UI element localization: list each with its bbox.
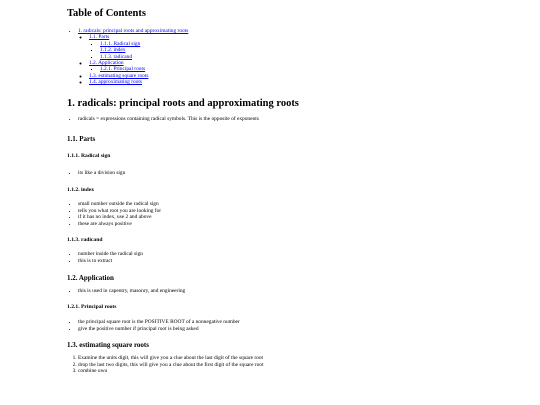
section-title-application: 1.2. Application [67,273,114,282]
radicand-list [67,251,473,264]
toc-item [89,60,473,73]
section-title-radicand: 1.1.3. radicand [67,237,103,244]
toc-link-estimating-square-roots[interactable]: 1.3. estimating square roots [89,72,149,79]
section-title-principal-roots: 1.2.1. Principal roots [67,304,117,311]
toc-sublist [78,34,473,85]
estimating-steps-list [67,355,473,374]
list-item: 2. drop the last two digits, this will give you a clue about the first digit of the square root [78,362,473,368]
toc-sublist [89,41,473,60]
list-item: • number inside the radical sign [78,251,473,257]
toc-link-principal-roots[interactable]: 1.2.1. Principal roots [100,66,146,73]
toc-title: Table of Contents [67,8,146,19]
list-item: 3. combine uwu [78,368,473,374]
section-title-radical-sign: 1.1.1. Radical sign [67,153,111,160]
index-list [67,201,473,227]
toc-link-radical-sign[interactable]: 1.1.1. Radical sign [100,40,141,47]
section-radicals-list [67,116,473,122]
toc-link-approximating-roots[interactable]: 1.4. approximating roots [89,79,143,86]
section-title-radicals: 1. radicals: principal roots and approximating roots [67,97,299,109]
toc-link-radicand[interactable]: 1.1.3. radicand [100,53,133,60]
list-item: • this is used in capentry, masonry, and engineering [78,288,473,294]
list-item: • this is to extract [78,258,473,264]
list-item: • if it has no index, use 2 and above [78,214,473,220]
toc-link-radicals[interactable]: 1. radicals: principal roots and approximating roots [78,28,189,34]
toc-link-application[interactable]: 1.2. Application [89,60,124,67]
list-item: • the principal square root is the POSITIVE ROOT of a nonnegative number [78,319,473,325]
section-title-parts: 1.1. Parts [67,135,96,144]
application-list [67,288,473,294]
section-title-estimating-square-roots: 1.3. estimating square roots [67,341,149,350]
list-item: • small number outside the radical sign [78,201,473,207]
toc-item [89,79,473,85]
principal-roots-list [67,319,473,332]
toc-list [67,28,473,86]
list-item: • its like a division sign [78,170,473,176]
list-item: • give the positive number if principal root is being asked [78,326,473,332]
toc-item [89,34,473,60]
toc-link-index[interactable]: 1.1.2. index [100,47,126,54]
section-title-index: 1.1.2. index [67,187,95,194]
radical-sign-list [67,170,473,176]
list-item: 1. Examine the units digit, this will give you a clue about the last digit of the square root [78,355,473,361]
toc-item [78,28,473,86]
toc-link-parts[interactable]: 1.1. Parts [89,34,110,41]
list-item: • radicals = expressions containing radical symbols. This is the opposite of exponents [78,116,473,122]
list-item: • these are always positive [78,221,473,227]
list-item: • tells you what root you are looking for [78,208,473,214]
